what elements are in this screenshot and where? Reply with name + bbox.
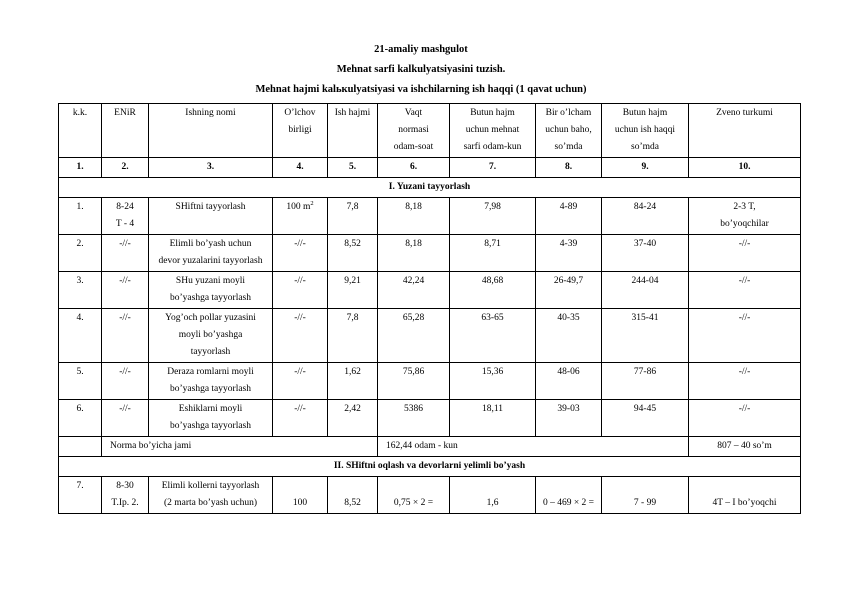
- section-row: [59, 457, 801, 477]
- team: 4T – I bo’yoqchi: [689, 477, 801, 514]
- row-number: 7.: [59, 477, 102, 514]
- time-norm: 65,28: [378, 309, 450, 363]
- header-time-norm-l1: Vaqt: [404, 108, 423, 118]
- work-name-line: bo’yashga tayyorlash: [170, 293, 251, 303]
- document-headings: [0, 40, 842, 100]
- time-norm: 42,24: [378, 272, 450, 309]
- column-number: 5.: [328, 158, 378, 178]
- unit-text: -//-: [294, 404, 306, 414]
- row-number: 6.: [59, 400, 102, 437]
- unit-text: -//-: [294, 367, 306, 377]
- column-number: 7.: [450, 158, 536, 178]
- header-time-norm-l3: odam-soat: [393, 142, 434, 152]
- time-norm: 0,75 × 2 =: [378, 477, 450, 514]
- unit: [273, 400, 328, 437]
- header-wage-l3: so’mda: [631, 142, 659, 152]
- enir-code-line: -//-: [119, 404, 131, 414]
- header-labor-l1: Butun hajm: [470, 108, 515, 118]
- column-number: 6.: [378, 158, 450, 178]
- wage: 37-40: [602, 235, 689, 272]
- row-number: 1.: [59, 198, 102, 235]
- table-row: [59, 272, 801, 309]
- enir-code: [102, 477, 149, 514]
- enir-code: [102, 400, 149, 437]
- column-number: 3.: [149, 158, 273, 178]
- section-title: II. SHiftni oqlash va devorlarni yelimli bo’yash: [59, 457, 801, 477]
- team-line: -//-: [738, 239, 751, 249]
- header-row: [59, 104, 801, 158]
- column-number: 2.: [102, 158, 149, 178]
- column-number: 1.: [59, 158, 102, 178]
- unit-price: 39-03: [536, 400, 602, 437]
- volume: 8,52: [328, 477, 378, 514]
- work-name-line: Eshiklarni moyli: [178, 404, 243, 414]
- team-line: 2-3 T,: [733, 202, 756, 212]
- table-body: [59, 104, 801, 514]
- labor: 1,6: [450, 477, 536, 514]
- enir-code-line: -//-: [119, 276, 131, 286]
- wage: 84-24: [602, 198, 689, 235]
- wage: 7 - 99: [602, 477, 689, 514]
- total-labor: 162,44 odam - kun: [378, 437, 689, 457]
- unit-price: 40-35: [536, 309, 602, 363]
- enir-code: [102, 363, 149, 400]
- unit: 100: [273, 477, 328, 514]
- work-name-line: SHiftni tayyorlash: [175, 202, 246, 212]
- lesson-title: 21-amaliy mashgulot: [374, 44, 468, 55]
- volume: 7,8: [328, 309, 378, 363]
- enir-code-line: -//-: [119, 367, 131, 377]
- work-name: [149, 272, 273, 309]
- work-name: [149, 400, 273, 437]
- labor: 8,71: [450, 235, 536, 272]
- volume: 9,21: [328, 272, 378, 309]
- header-wage-l2: uchun ish haqqi: [614, 125, 676, 135]
- work-name-line: Yog’och pollar yuzasini: [165, 313, 256, 323]
- total-row: [59, 437, 801, 457]
- header-enir: ENiR: [102, 104, 149, 158]
- enir-code-line: T - 4: [115, 219, 135, 229]
- header-unit-price-l2: uchun baho,: [545, 125, 592, 135]
- table-title: Mehnat hajmi kalькulyatsiyasi va ishchilarning ish haqqi (1 qavat uchun): [255, 84, 587, 95]
- column-number-row: [59, 158, 801, 178]
- header-wage-l1: Butun hajm: [622, 108, 668, 118]
- team-line: -//-: [738, 313, 751, 323]
- unit-text: 100 m: [286, 202, 311, 212]
- header-time-norm: [378, 104, 450, 158]
- team: [689, 400, 801, 437]
- header-unit-l1: O’lchov: [284, 108, 316, 118]
- header-kk: k.k.: [59, 104, 102, 158]
- team-line: bo’yoqchilar: [720, 219, 769, 229]
- row-number: 2.: [59, 235, 102, 272]
- table-row: [59, 400, 801, 437]
- row-number: 4.: [59, 309, 102, 363]
- work-name-line: moyli bo’yashga: [178, 330, 243, 340]
- enir-code: [102, 235, 149, 272]
- section-title: I. Yuzani tayyorlash: [59, 178, 801, 198]
- volume: 7,8: [328, 198, 378, 235]
- column-number: 8.: [536, 158, 602, 178]
- work-name-line: (2 marta bo’yash uchun): [163, 498, 258, 508]
- labor: 63-65: [450, 309, 536, 363]
- unit: [273, 272, 328, 309]
- header-time-norm-l2: normasi: [398, 125, 429, 135]
- team: [689, 272, 801, 309]
- header-unit-l2: birligi: [288, 125, 312, 135]
- unit-price: 0 – 469 × 2 =: [536, 477, 602, 514]
- unit-text: -//-: [294, 276, 306, 286]
- header-labor-l2: uchun mehnat: [465, 125, 520, 135]
- unit-text: -//-: [294, 239, 306, 249]
- labor: 18,11: [450, 400, 536, 437]
- section-row: [59, 178, 801, 198]
- column-number: 10.: [689, 158, 801, 178]
- team: [689, 198, 801, 235]
- work-name-line: SHu yuzani moyli: [175, 276, 246, 286]
- work-name-line: Deraza romlarni moyli: [167, 367, 254, 377]
- team-line: -//-: [738, 367, 751, 377]
- work-name: [149, 235, 273, 272]
- table-row: [59, 309, 801, 363]
- time-norm: 75,86: [378, 363, 450, 400]
- work-name: [149, 198, 273, 235]
- total-wage: 807 – 40 so’m: [689, 437, 801, 457]
- team: [689, 235, 801, 272]
- enir-code: [102, 272, 149, 309]
- unit: [273, 363, 328, 400]
- labor: 48,68: [450, 272, 536, 309]
- total-label: Norma bo’yicha jami: [102, 437, 378, 457]
- team-line: -//-: [738, 404, 751, 414]
- wage: 315-41: [602, 309, 689, 363]
- header-unit: [273, 104, 328, 158]
- row-number: 5.: [59, 363, 102, 400]
- unit-price: 26-49,7: [536, 272, 602, 309]
- row-number: 3.: [59, 272, 102, 309]
- enir-code-line: T.Ip. 2.: [111, 498, 139, 508]
- column-number: 9.: [602, 158, 689, 178]
- time-norm: 5386: [378, 400, 450, 437]
- unit-price: 4-39: [536, 235, 602, 272]
- unit-price: 4-89: [536, 198, 602, 235]
- team: [689, 309, 801, 363]
- total-empty: [59, 437, 102, 457]
- table-row: [59, 235, 801, 272]
- column-number: 4.: [273, 158, 328, 178]
- header-unit-price: [536, 104, 602, 158]
- enir-code-line: 8-30: [116, 481, 134, 491]
- work-name-line: bo’yashga tayyorlash: [170, 384, 251, 394]
- header-labor: [450, 104, 536, 158]
- work-name-line: devor yuzalarini tayyorlash: [158, 256, 263, 266]
- unit: [273, 198, 328, 235]
- wage: 94-45: [602, 400, 689, 437]
- header-unit-price-l3: so’mda: [554, 142, 583, 152]
- work-name-line: bo’yashga tayyorlash: [170, 421, 251, 431]
- enir-code-line: 8-24: [116, 202, 134, 212]
- volume: 1,62: [328, 363, 378, 400]
- volume: 2,42: [328, 400, 378, 437]
- work-name-line: Elimli bo’yash uchun: [169, 239, 252, 249]
- work-name: [149, 363, 273, 400]
- enir-code: [102, 309, 149, 363]
- table-row: [59, 363, 801, 400]
- unit: [273, 309, 328, 363]
- table-row: [59, 477, 801, 514]
- labor: 15,36: [450, 363, 536, 400]
- work-name: [149, 477, 273, 514]
- header-volume: Ish hajmi: [328, 104, 378, 158]
- enir-code: [102, 198, 149, 235]
- time-norm: 8,18: [378, 198, 450, 235]
- topic-title: Mehnat sarfi kalkulyatsiyasini tuzish.: [336, 64, 506, 75]
- header-work-name: Ishning nomi: [149, 104, 273, 158]
- team: [689, 363, 801, 400]
- header-team: Zveno turkumi: [689, 104, 801, 158]
- enir-code-line: -//-: [119, 239, 131, 249]
- labor-calculation-table: [58, 103, 801, 514]
- header-labor-l3: sarfi odam-kun: [463, 142, 522, 152]
- work-name-line: tayyorlash: [190, 347, 231, 357]
- unit: [273, 235, 328, 272]
- header-wage: [602, 104, 689, 158]
- work-name: [149, 309, 273, 363]
- wage: 77-86: [602, 363, 689, 400]
- work-name-line: Elimli kollerni tayyorlash: [161, 481, 260, 491]
- wage: 244-04: [602, 272, 689, 309]
- time-norm: 8,18: [378, 235, 450, 272]
- labor: 7,98: [450, 198, 536, 235]
- table-row: [59, 198, 801, 235]
- volume: 8,52: [328, 235, 378, 272]
- unit-superscript: 2: [310, 199, 314, 207]
- header-unit-price-l1: Bir o’lcham: [545, 108, 592, 118]
- unit-text: -//-: [294, 313, 306, 323]
- unit-price: 48-06: [536, 363, 602, 400]
- enir-code-line: -//-: [119, 313, 131, 323]
- team-line: -//-: [738, 276, 751, 286]
